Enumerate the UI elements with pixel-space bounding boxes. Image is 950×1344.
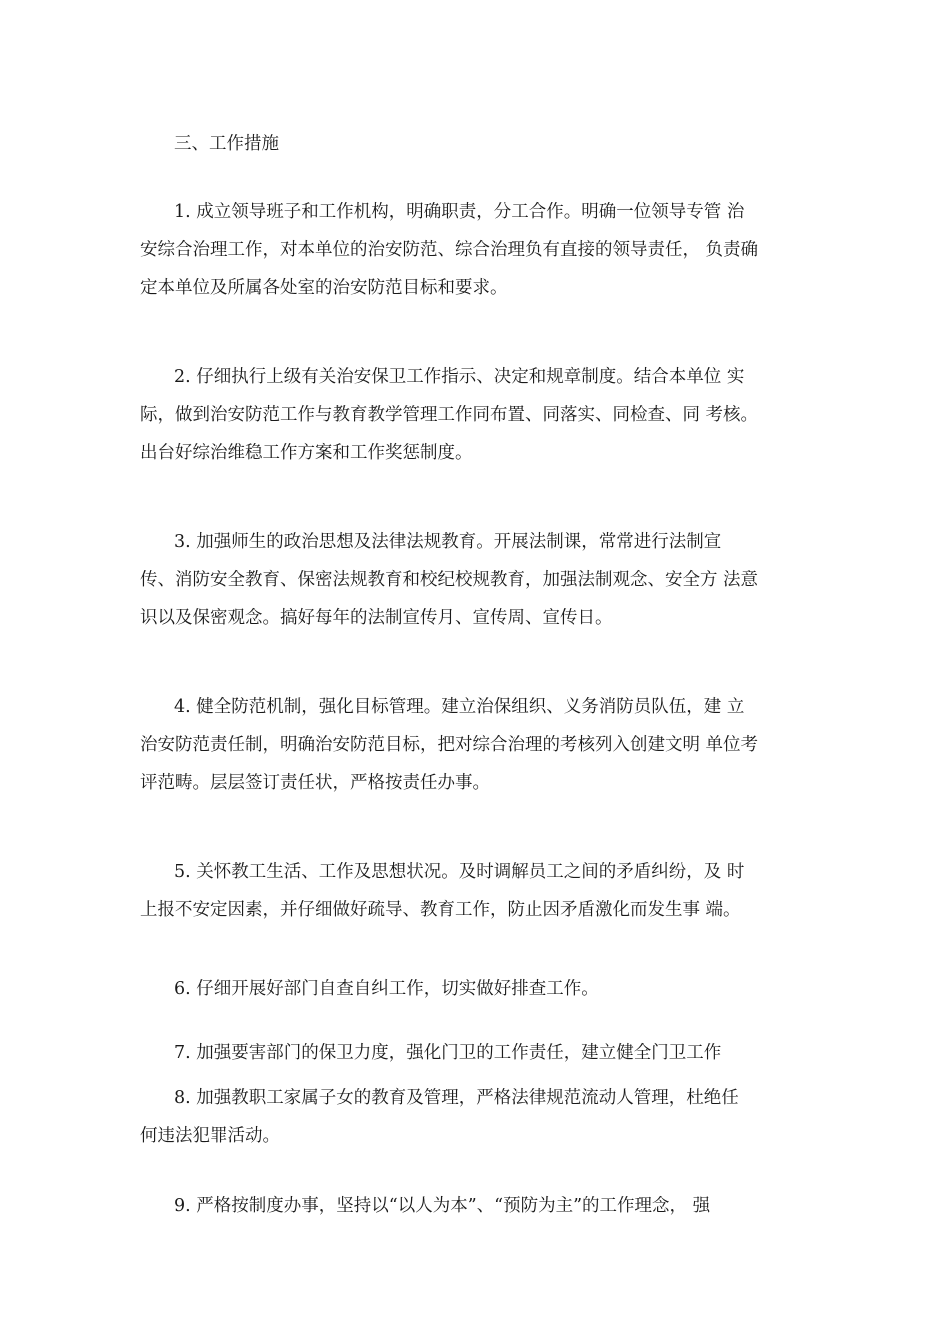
item-6 — [140, 970, 830, 1008]
item-2-line-1: 2. 仔细执行上级有关治安保卫工作指示、决定和规章制度。结合本单位 实 — [174, 367, 745, 387]
item-3-line-1: 3. 加强师生的政治思想及法律法规教育。开展法制课，常常进行法制宣 — [174, 532, 722, 552]
item-1-line-2: 安综合治理工作，对本单位的治安防范、综合治理负有直接的领导责任， 负责确 — [140, 240, 759, 260]
item-3-line-2: 传、消防安全教育、保密法规教育和校纪校规教育，加强法制观念、安全方 法意 — [140, 570, 759, 590]
item-9-line-1: 9. 严格按制度办事，坚持以“以人为本”、“预防为主”的工作理念， 强 — [174, 1196, 711, 1216]
item-1-line-3: 定本单位及所属各处室的治安防范目标和要求。 — [140, 278, 508, 298]
item-4-line-3: 评范畴。层层签订责任状，严格按责任办事。 — [140, 773, 490, 793]
item-4 — [140, 688, 830, 802]
item-6-line-1: 6. 仔细开展好部门自查自纠工作，切实做好排查工作。 — [174, 979, 599, 999]
item-9 — [140, 1187, 830, 1225]
item-4-line-1: 4. 健全防范机制，强化目标管理。建立治保组织、义务消防员队伍，建 立 — [174, 697, 745, 717]
item-7-line-1: 7. 加强要害部门的保卫力度，强化门卫的工作责任，建立健全门卫工作 — [174, 1043, 722, 1063]
item-4-line-2: 治安防范责任制，明确治安防范目标，把对综合治理的考核列入创建文明 单位考 — [140, 735, 759, 755]
item-5 — [140, 853, 830, 929]
item-3 — [140, 523, 830, 637]
section-title: 三、工作措施 — [174, 134, 279, 154]
item-2-line-3: 出台好综治维稳工作方案和工作奖惩制度。 — [140, 443, 473, 463]
item-2-line-2: 际，做到治安防范工作与教育教学管理工作同布置、同落实、同检查、同 考核。 — [140, 405, 759, 425]
item-1-line-1: 1. 成立领导班子和工作机构，明确职责，分工合作。明确一位领导专管 治 — [174, 202, 745, 222]
item-7 — [140, 1034, 830, 1072]
item-8 — [140, 1079, 830, 1155]
item-2 — [140, 358, 830, 472]
item-5-line-1: 5. 关怀教工生活、工作及思想状况。及时调解员工之间的矛盾纠纷，及 时 — [174, 862, 745, 882]
item-8-line-1: 8. 加强教职工家属子女的教育及管理，严格法律规范流动人管理，杜绝任 — [174, 1088, 739, 1108]
item-3-line-3: 识以及保密观念。搞好每年的法制宣传月、宣传周、宣传日。 — [140, 608, 613, 628]
item-5-line-2: 上报不安定因素，并仔细做好疏导、教育工作，防止因矛盾激化而发生事 端。 — [140, 900, 741, 920]
item-8-line-2: 何违法犯罪活动。 — [140, 1126, 280, 1146]
item-1 — [140, 193, 830, 307]
